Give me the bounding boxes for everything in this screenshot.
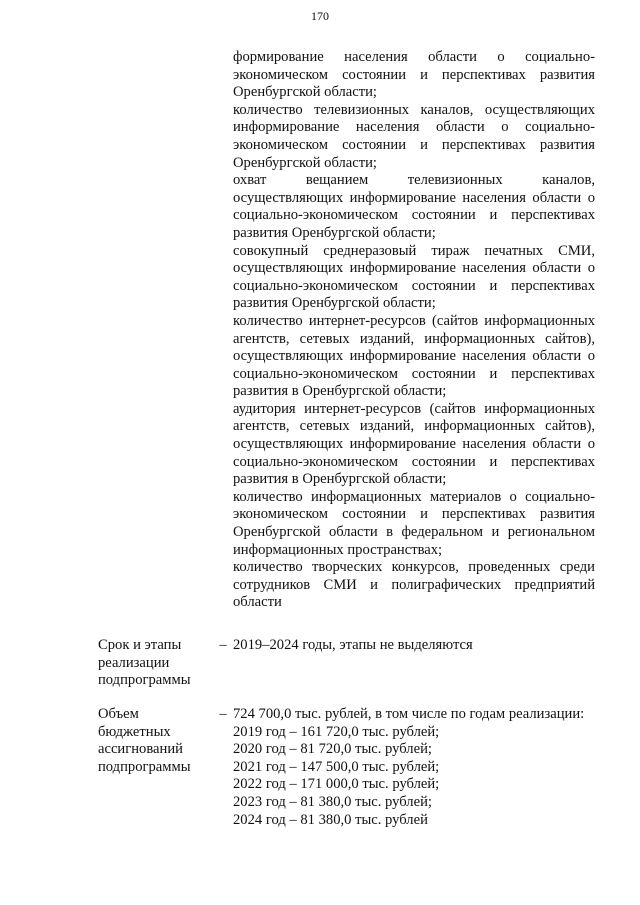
indicator-item: количество творческих конкурсов, проведенных среди сотрудников СМИ и полиграфических предприятий области [233, 559, 595, 611]
budget-total: 724 700,0 тыс. рублей, в том числе по годам реализации: [233, 706, 585, 722]
period-label: Срок и этапы реализации подпрограммы [98, 637, 191, 689]
budget-dash: – [219, 706, 227, 722]
indicator-item: охват вещанием телевизионных каналов, осуществляющих информирование населения области о социально-экономическом состоянии и перспективах развития Оренбургской области; [233, 172, 595, 241]
indicator-item: количество информационных материалов о социально-экономическом состоянии и перспективах развития Оренбургской области в федеральном и региональном информационных пространствах; [233, 488, 595, 558]
budget-year-line: 2024 год – 81 380,0 тыс. рублей [233, 811, 428, 828]
indicator-item: количество телевизионных каналов, осуществляющих информирование населения области о социально-экономическом состоянии и перспективах развития Оренбургской области; [233, 101, 595, 171]
indicator-item: формирование населения области о социально-экономическом состоянии и перспективах развития Оренбургской области; [233, 49, 595, 101]
indicator-item: аудитория интернет-ресурсов (сайтов информационных агентств, сетевых изданий, информационных сайтов), осуществляющих информирование населения области о социально-экономическом состоянии и перспективах развития в Оренбургской области; [233, 400, 595, 488]
budget-year-line: 2021 год – 147 500,0 тыс. рублей; [233, 758, 440, 775]
budget-label: Объем бюджетных ассигнований подпрограммы [98, 706, 191, 775]
period-value: 2019–2024 годы, этапы не выделяются [233, 637, 473, 653]
indicator-item: совокупный среднеразовый тираж печатных СМИ, осуществляющих информирование населения области о социально-экономическом состоянии и перспективах развития Оренбургской области; [233, 242, 595, 312]
indicators-continuation [233, 49, 595, 612]
budget-value [233, 706, 595, 829]
indicator-item: количество интернет-ресурсов (сайтов информационных агентств, сетевых изданий, информационных сайтов), осуществляющих информирование населения области о социально-экономическом состоянии и перспективах развития в Оренбургской области; [233, 312, 595, 400]
budget-year-line: 2019 год – 161 720,0 тыс. рублей; [233, 723, 440, 740]
page-number: 170 [311, 9, 329, 23]
period-dash: – [219, 637, 227, 653]
budget-year-line: 2023 год – 81 380,0 тыс. рублей; [233, 793, 432, 810]
budget-year-line: 2022 год – 171 000,0 тыс. рублей; [233, 776, 440, 793]
budget-year-line: 2020 год – 81 720,0 тыс. рублей; [233, 741, 432, 758]
